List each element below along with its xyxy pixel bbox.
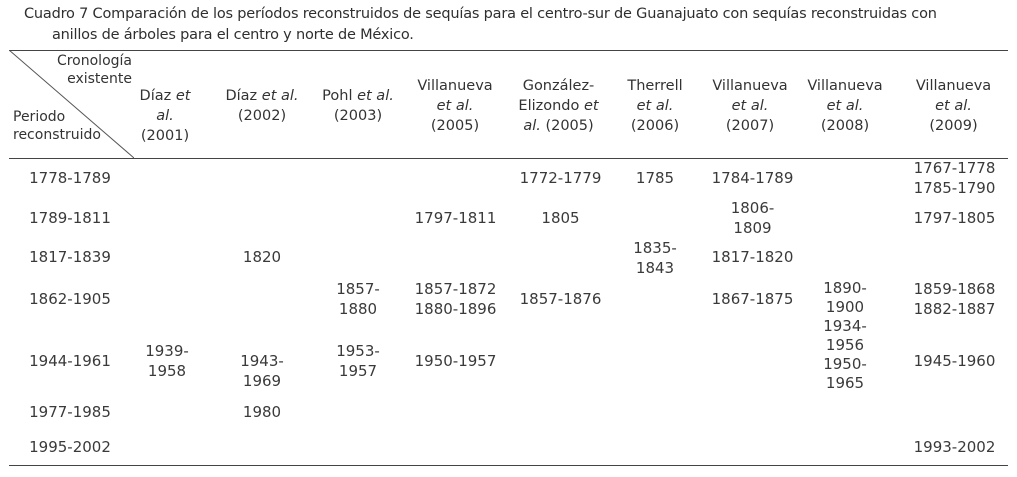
column-header-villanueva-2009 <box>906 76 1001 136</box>
header-author: Therrell <box>627 78 683 94</box>
cell-line: 1806- <box>730 199 775 217</box>
data-cell <box>408 279 503 319</box>
data-cell <box>620 238 690 278</box>
period-cell: 1944-1961 <box>29 352 111 370</box>
header-etal: et al. <box>261 88 299 104</box>
table-bottom-rule <box>9 465 1008 466</box>
period-cell: 1817-1839 <box>29 248 111 266</box>
cell-line: 1880 <box>338 300 378 318</box>
period-cell: 1977-1985 <box>29 403 111 421</box>
data-cell: 1950-1957 <box>414 352 497 370</box>
header-etal: et al. <box>436 98 474 114</box>
header-year: (2008) <box>820 118 870 134</box>
cell-line: 1934- <box>823 317 867 335</box>
data-cell: 1785 <box>635 169 675 187</box>
caption-line-1: Cuadro 7 Comparación de los períodos reconstruidos de sequías para el centro-sur de Guanajuato con sequías reconstruidas con <box>24 6 937 22</box>
cell-line: 1880-1896 <box>414 300 497 318</box>
header-author: Pohl <box>322 88 358 104</box>
corner-bottom-line-2: reconstruido <box>13 127 101 143</box>
header-year: (2009) <box>929 118 978 134</box>
data-cell: 1857-1876 <box>519 290 602 308</box>
header-etal: et al. <box>826 98 864 114</box>
cell-line: 1956 <box>825 336 865 354</box>
header-etal: et al. <box>935 98 972 114</box>
cell-line: 1882-1887 <box>913 300 996 318</box>
cell-line: 1958 <box>147 362 187 380</box>
cell-line: 1953- <box>336 342 380 360</box>
data-cell: 1820 <box>242 248 282 266</box>
header-author: Díaz <box>225 88 262 104</box>
corner-top-line-2: existente <box>67 71 132 87</box>
corner-label-period <box>13 108 101 144</box>
data-cell: 1993-2002 <box>913 438 996 456</box>
header-author: Villanueva <box>417 78 493 94</box>
data-cell: 1980 <box>242 403 282 421</box>
column-header-villanueva-2007 <box>705 76 795 136</box>
data-cell <box>318 341 398 381</box>
cell-line: 1957 <box>338 362 378 380</box>
cell-line: 1857- <box>336 280 380 298</box>
data-cell: 1943-1969 <box>240 352 284 390</box>
data-cell <box>318 279 398 319</box>
header-year: (2003) <box>333 108 383 124</box>
header-etal: et al. <box>156 88 191 124</box>
header-etal: et al. <box>636 98 674 114</box>
data-cell <box>902 279 1007 319</box>
period-cell: 1862-1905 <box>29 290 111 308</box>
cell-line: 1785-1790 <box>913 179 996 197</box>
cell-line: 1900 <box>825 298 865 316</box>
data-cell: 1797-1811 <box>414 209 497 227</box>
cell-line: 1835- <box>633 239 677 257</box>
header-etal: et <box>583 98 599 114</box>
caption-line-2: anillos de árboles para el centro y norte de México. <box>52 27 414 43</box>
column-header-pohl-2003 <box>318 86 398 126</box>
period-cell: 1995-2002 <box>29 438 111 456</box>
header-author-2: Elizondo <box>518 98 584 114</box>
cell-line: 1857-1872 <box>414 280 497 298</box>
header-etal: et al. <box>731 98 769 114</box>
data-cell: 1945-1960 <box>913 352 996 370</box>
header-author: Díaz <box>139 88 176 104</box>
data-cell: 1772-1779 <box>519 169 602 187</box>
data-cell: 1867-1875 <box>711 290 794 308</box>
table-header-rule <box>9 158 1008 159</box>
column-header-diaz-2001 <box>130 86 200 146</box>
cell-line: 1890- <box>823 279 867 297</box>
column-header-gonzalez-elizondo-2005 <box>506 76 611 136</box>
column-header-therrell-2006 <box>620 76 690 136</box>
cell-line: 1767-1778 <box>913 159 996 177</box>
column-header-diaz-2002 <box>222 86 302 126</box>
header-author: Villanueva <box>915 78 992 94</box>
cell-line: 1859-1868 <box>913 280 996 298</box>
cell-line: 1843 <box>635 259 675 277</box>
corner-header <box>9 50 134 158</box>
corner-label-existing <box>57 52 132 88</box>
data-cell <box>902 158 1007 198</box>
period-cell: 1789-1811 <box>29 209 111 227</box>
data-cell: 1805 <box>541 209 580 227</box>
header-year: (2001) <box>140 128 190 144</box>
data-cell: 1784-1789 <box>711 169 794 187</box>
column-header-villanueva-2008 <box>800 76 890 136</box>
cell-line: 1965 <box>825 374 865 392</box>
header-year: (2006) <box>630 118 680 134</box>
data-cell <box>132 341 202 381</box>
header-year: (2002) <box>237 108 287 124</box>
header-author: González- <box>522 78 595 94</box>
table-caption <box>24 4 1009 46</box>
data-cell <box>705 198 800 238</box>
header-etal-2: al. <box>523 118 541 134</box>
header-year: (2005) <box>540 118 594 134</box>
header-author: Villanueva <box>807 78 883 94</box>
corner-top-line-1: Cronología <box>56 53 132 69</box>
cell-line: 1939- <box>145 342 189 360</box>
header-author: Villanueva <box>712 78 788 94</box>
period-cell: 1778-1789 <box>29 169 111 187</box>
data-cell: 1817-1820 <box>711 248 794 266</box>
column-header-villanueva-2005 <box>410 76 500 136</box>
cell-line: 1950- <box>823 355 867 373</box>
data-cell <box>805 279 885 393</box>
corner-bottom-line-1: Periodo <box>13 109 66 125</box>
header-etal: et al. <box>357 88 394 104</box>
header-year: (2005) <box>430 118 480 134</box>
table-top-rule <box>9 50 1008 51</box>
data-cell: 1797-1805 <box>913 209 996 227</box>
header-year: (2007) <box>725 118 775 134</box>
cell-line: 1809 <box>733 219 772 237</box>
